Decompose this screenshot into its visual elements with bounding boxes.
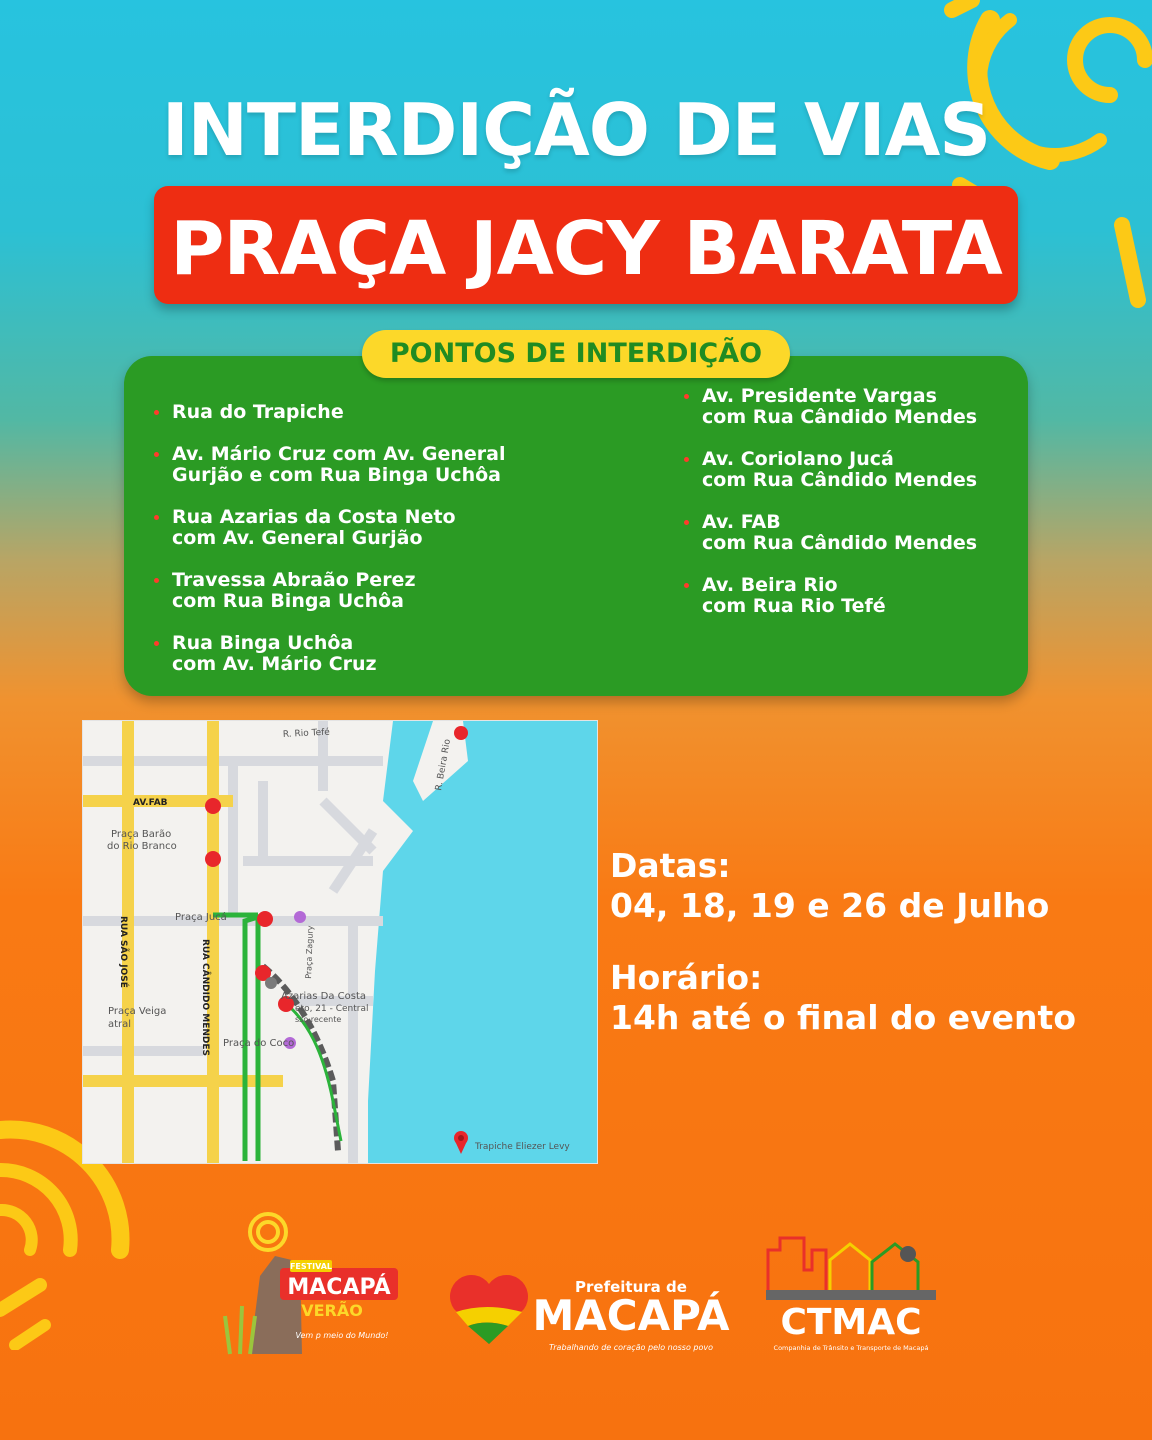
tree-icon [900,1246,916,1262]
points-list-left [154,402,506,675]
list-item: Av. Beira Rio com Rua Rio Tefé [684,575,977,617]
time-block [610,958,1076,1038]
location-banner [154,186,1018,304]
map-label-azarias-1: Azarias Da Costa [281,991,366,1002]
map-label-av-fab: AV.FAB [133,798,168,808]
festival-macapa-verao-logo [220,1196,420,1356]
map-label-praca-juca: Praça Jucá [175,912,227,923]
map-label-rio-tefe: R. Rio Tefé [282,727,331,740]
closure-marker [454,726,468,740]
svg-text:Vem p meio do Mundo!: Vem p meio do Mundo! [295,1331,389,1340]
map-label-praca-barao-1: Praça Barão [111,829,172,840]
poi-icon [265,977,277,989]
map-label-praca-barao-2: do Rio Branco [107,841,177,852]
poi-icon [294,911,306,923]
points-heading-pill [362,330,790,378]
closure-marker [205,798,221,814]
closure-marker [205,851,221,867]
heart-icon [450,1275,528,1344]
ctmac-logo [760,1230,950,1360]
list-item: Av. Mário Cruz com Av. General Gurjão e com Rua Binga Uchôa [154,444,506,486]
map-label-praca-zagury: Praça Zagury [304,925,315,979]
map-label-trapiche: Trapiche Eliezer Levy [475,1142,570,1152]
svg-text:MACAPÁ: MACAPÁ [287,1275,391,1300]
svg-text:Companhia de Trânsito e Transp: Companhia de Trânsito e Transporte de Macapá [773,1344,929,1352]
dates-block [610,846,1049,926]
points-list-right [684,386,977,617]
list-item: Travessa Abraão Perez com Rua Binga Uchôa [154,570,506,612]
map-label-praca-coco: Praça do Coco [223,1038,295,1049]
map-label-rua-sao-jose: RUA SÃO JOSÉ [118,916,128,988]
location-banner-text: PRAÇA JACY BARATA [170,206,1002,292]
svg-text:VERÃO: VERÃO [301,1301,363,1320]
route-map-svg [83,721,597,1163]
map-label-praca-veiga-2: atral [108,1019,132,1030]
points-panel [124,356,1028,696]
river-water [368,721,597,1163]
svg-text:Prefeitura de: Prefeitura de [575,1278,687,1296]
list-item: Av. Presidente Vargas com Rua Cândido Mendes [684,386,977,428]
time-value: 14h até o final do evento [610,998,1076,1037]
points-heading: PONTOS DE INTERDIÇÃO [389,338,763,369]
map-label-praca-veiga-1: Praça Veiga [108,1006,167,1017]
map-label-azarias-2: eto, 21 - Central [295,1004,369,1014]
svg-text:MACAPÁ: MACAPÁ [532,1291,730,1340]
prefeitura-macapa-logo [446,1264,736,1364]
time-label: Horário: [610,958,763,997]
closure-marker [257,911,273,927]
list-item: Av. Coriolano Jucá com Rua Cândido Mendes [684,449,977,491]
list-item: Av. FAB com Rua Cândido Mendes [684,512,977,554]
map-label-beira-rio: R. Beira Rio [434,738,454,792]
dates-value: 04, 18, 19 e 26 de Julho [610,886,1050,925]
list-item: Rua Azarias da Costa Neto com Av. General Gurjão [154,507,506,549]
list-item: Rua Binga Uchôa com Av. Mário Cruz [154,633,506,675]
svg-text:Trabalhando de coração pelo no: Trabalhando de coração pelo nosso povo [549,1343,713,1352]
list-item: Rua do Trapiche [154,402,506,423]
svg-text:CTMAC: CTMAC [780,1302,922,1343]
map-label-rua-candido: RUA CÂNDIDO MENDES [200,939,210,1056]
svg-text:FESTIVAL: FESTIVAL [289,1262,333,1271]
map-label-azarias-3: sso recente [295,1015,342,1024]
route-map [82,720,598,1164]
page-title: INTERDIÇÃO DE VIAS [161,88,991,172]
dates-label: Datas: [610,846,731,885]
